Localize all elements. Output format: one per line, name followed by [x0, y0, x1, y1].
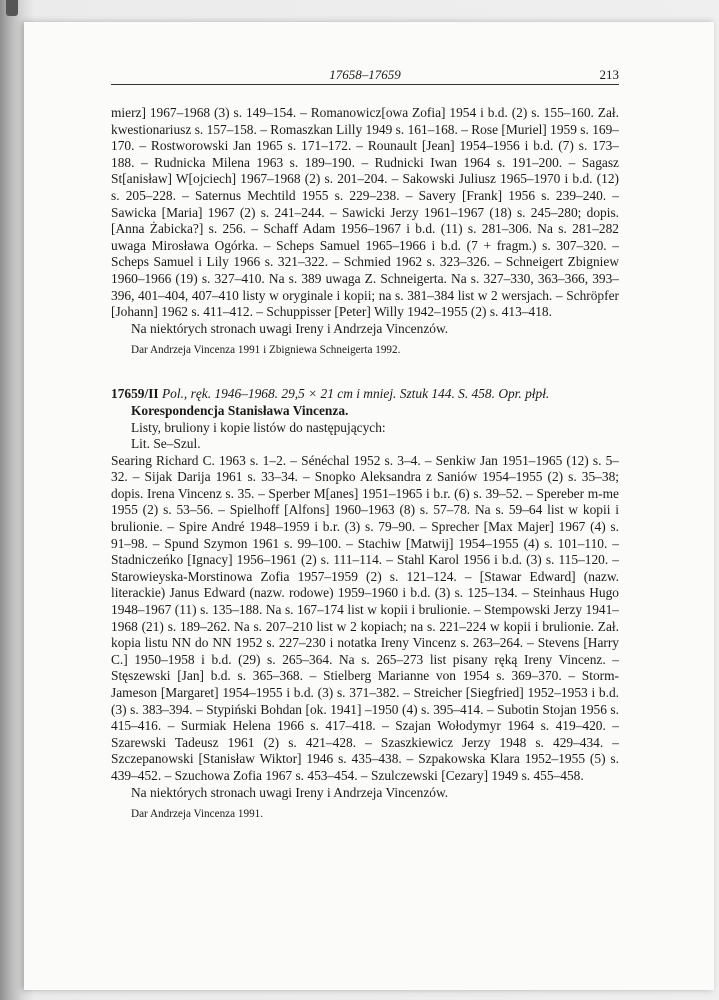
- catalog-entry-17659: [111, 386, 619, 822]
- entry-correspondents-paragraph: Searing Richard C. 1963 s. 1–2. – Sénéchal 1952 s. 3–4. – Senkiw Jan 1951–1965 (12) s. 5–32. – Sijak Darija 1961 s. 33–34. – Snopko Aleksandra z Saniów 1954–1955 (2) s. 35–38; dopis. Irena Vincenz s. 35. – Sperber M[anes] 1951–1965 i b.r. (6) s. 39–52. – Spereber m-me 1955 (2) s. 53–56. – Spielhoff [Alfons] 1960–1963 (8) s. 57–78. Na s. 59–64 list w kopii i brulionie. – Spire André 1948–1959 i b.r. (3) s. 79–90. – Sprecher [Max Majer] 1967 (4) s. 91–98. – Spund Szymon 1961 s. 99–100. – Stachiw [Matwij] 1954–1955 (4) s. 101–110. – Stadniczeńko [Ignacy] 1956–1961 (2) s. 111–114. – Stahl Karol 1956 i b.d. (3) s. 115–120. – Starowieyska-Morstinowa Zofia 1957–1959 (2) s. 121–124. – [Stawar Edward] (nazw. literackie) Janus Edward (nazw. rodowe) 1959–1960 i b.d. (3) s. 125–134. – Steinhaus Hugo 1948–1967 (11) s. 135–188. Na s. 167–174 list w kopii i brulionie. – Stempowski Jerzy 1941–1968 (21) s. 189–262. Na s. 207–210 list w 2 kopiach; na s. 221–224 w kopii i brulionie. Zał. kopia listu NN do NN 1952 s. 227–230 i notatka Ireny Vincenz s. 263–264. – Stevens [Harry C.] 1950–1958 i b.d. (29) s. 265–364. Na s. 265–273 list pisany ręką Ireny Vincenz. – Stęszewski [Jan] b.d. s. 365–368. – Stielberg Marianne von 1954 s. 369–370. – Storm-Jameson [Margaret] 1954–1955 i b.d. (3) s. 371–382. – Streicher [Siegfried] 1952–1953 i b.d. (3) s. 383–394. – Stypiński Bohdan [ok. 1941] –1950 (4) s. 395–414. – Subotin Stojan 1956 s. 415–416. – Surmiak Helena 1966 s. 417–418. – Szajan Wołodymyr 1964 s. 419–420. – Szarewski Tadeusz 1961 (2) s. 421–428. – Szaszkiewicz Jerzy 1948 s. 429–434. – Szczepanowski [Stanisław Wiktor] 1946 s. 435–438. – Szpakowska Klara 1952–1955 (5) s. 439–452. – Szuchowa Zofia 1967 s. 453–454. – Szulczewski [Cezary] 1949 s. 455–458.: [111, 452, 619, 783]
- document-page: [24, 22, 714, 990]
- page-content: [111, 66, 619, 822]
- running-title: 17658–17659: [329, 67, 401, 82]
- entry-donation: Dar Andrzeja Vincenza 1991 i Zbigniewa Schneigerta 1992.: [131, 344, 401, 357]
- entry-heading: [111, 386, 619, 403]
- entry-title: Korespondencja Stanisława Vincenza.: [131, 402, 349, 418]
- entry-note: Na niektórych stronach uwagi Ireny i Andrzeja Vincenzów.: [131, 320, 449, 336]
- running-head: [111, 66, 619, 85]
- entry-physical-description: Pol., ręk. 1946–1968. 29,5 × 21 cm i mniej. Sztuk 144. S. 458. Opr. płpł.: [161, 386, 550, 402]
- entry-donation: Dar Andrzeja Vincenza 1991.: [131, 808, 264, 821]
- entry-letter-range: Lit. Se–Szul.: [131, 436, 201, 452]
- page-number: 213: [599, 67, 619, 82]
- binding-clip: [6, 0, 18, 16]
- entry-continuation-paragraph: mierz] 1967–1968 (3) s. 149–154. – Romanowicz[owa Zofia] 1954 i b.d. (2) s. 155–160. Zał. kwestionariusz s. 157–158. – Romaszkan Lilly 1949 s. 161–168. – Rose [Muriel] 1959 s. 169–170. – Rostworowski Jan 1965 s. 171–172. – Rounault [Jean] 1954–1956 i b.d. (7) s. 173–188. – Rudnicka Milena 1963 s. 189–190. – Rudnicki Iwan 1964 s. 191–200. – Sagasz St[anisław] W[ojciech] 1967–1968 (2) s. 201–204. – Sakowski Juliusz 1965–1970 i b.d. (12) s. 205–228. – Saternus Mechtild 1955 s. 229–238. – Savery [Frank] 1956 s. 239–240. – Sawicka [Maria] 1967 (2) s. 241–244. – Sawicki Jerzy 1961–1967 (18) s. 245–280; dopis. [Anna Żabicka?] s. 256. – Schaff Adam 1956–1967 i b.d. (11) s. 281–306. Na s. 281–282 uwaga Mirosława Ogórka. – Scheps Samuel 1965–1966 i b.d. (7 + fragm.) s. 307–320. – Scheps Samuel i Lily 1966 s. 321–322. – Schmied 1962 s. 323–326. – Schneigert Zbigniew 1960–1966 (19) s. 327–410. Na s. 389 uwaga Z. Schneigerta. Na s. 327–330, 363–366, 393–396, 401–404, 407–410 listy w oryginale i kopii; na s. 381–384 list w 2 wersjach. – Schröpfer [Johann] 1962 s. 411–412. – Schuppisser [Peter] Willy 1942–1955 (2) s. 413–418.: [111, 105, 619, 320]
- entry-intro: Listy, bruliony i kopie listów do następujących:: [131, 419, 386, 435]
- entry-number: 17659/II: [111, 386, 159, 402]
- entry-note: Na niektórych stronach uwagi Ireny i Andrzeja Vincenzów.: [131, 784, 449, 800]
